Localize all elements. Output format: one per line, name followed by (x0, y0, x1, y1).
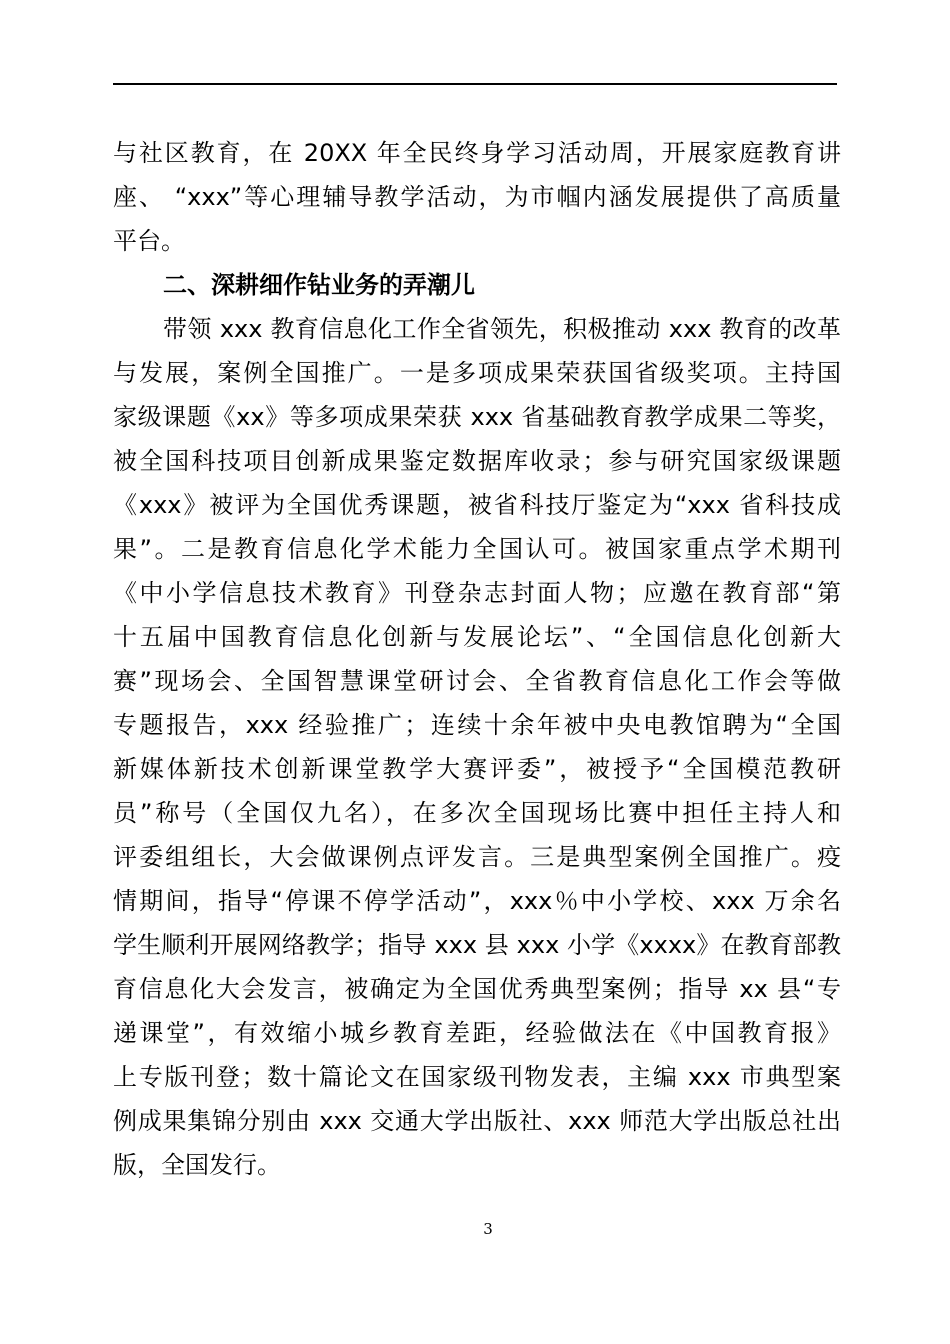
text-line: 评委组组长，大会做课例点评发言。三是典型案例全国推广。疫 (113, 843, 841, 871)
text-line: 家级课题《xx》等多项成果荣获 xxx 省基础教育教学成果二等奖， (113, 403, 841, 431)
text-line: 果”。二是教育信息化学术能力全国认可。被国家重点学术期刊 (113, 535, 841, 563)
text-line: 《中小学信息技术教育》刊登杂志封面人物；应邀在教育部“第 (113, 579, 841, 607)
section-heading: 二、深耕细作钻业务的弄潮儿 (163, 271, 475, 299)
text-line: 赛”现场会、全国智慧课堂研讨会、全省教育信息化工作会等做 (113, 667, 841, 695)
text-line: 育信息化大会发言，被确定为全国优秀典型案例；指导 xx 县“专 (113, 975, 841, 1003)
text-line: 情期间，指导“停课不停学活动”，xxx％中小学校、xxx 万余名 (113, 887, 841, 915)
text-line: 例成果集锦分别由 xxx 交通大学出版社、xxx 师范大学出版总社出 (113, 1107, 841, 1135)
text-line: 十五届中国教育信息化创新与发展论坛”、“全国信息化创新大 (113, 623, 841, 651)
text-line: 与发展，案例全国推广。一是多项成果荣获国省级奖项。主持国 (113, 359, 841, 387)
text-line: 员”称号（全国仅九名），在多次全国现场比赛中担任主持人和 (113, 799, 841, 827)
text-line: 被全国科技项目创新成果鉴定数据库收录；参与研究国家级课题 (113, 447, 841, 475)
text-line: 学生顺利开展网络教学；指导 xxx 县 xxx 小学《xxxx》在教育部教 (113, 931, 841, 959)
text-line: 带领 xxx 教育信息化工作全省领先，积极推动 xxx 教育的改革 (163, 315, 841, 343)
text-line: 递课堂”，有效缩小城乡教育差距，经验做法在《中国教育报》 (113, 1019, 841, 1047)
header-rule (113, 83, 837, 85)
text-line: 新媒体新技术创新课堂教学大赛评委”，被授予“全国模范教研 (113, 755, 841, 783)
text-line: 版，全国发行。 (113, 1151, 281, 1179)
text-line: 上专版刊登；数十篇论文在国家级刊物发表，主编 xxx 市典型案 (113, 1063, 841, 1091)
page-number: 3 (483, 1220, 493, 1238)
text-line: 平台。 (113, 227, 185, 255)
text-line: 座、 “xxx”等心理辅导教学活动，为市帼内涵发展提供了高质量 (113, 183, 841, 211)
text-line: 与社区教育，在 20XX 年全民终身学习活动周，开展家庭教育讲 (113, 139, 841, 167)
text-line: 专题报告，xxx 经验推广；连续十余年被中央电教馆聘为“全国 (113, 711, 841, 739)
text-line: 《xxx》被评为全国优秀课题，被省科技厅鉴定为“xxx 省科技成 (113, 491, 841, 519)
document-body (113, 131, 841, 1187)
